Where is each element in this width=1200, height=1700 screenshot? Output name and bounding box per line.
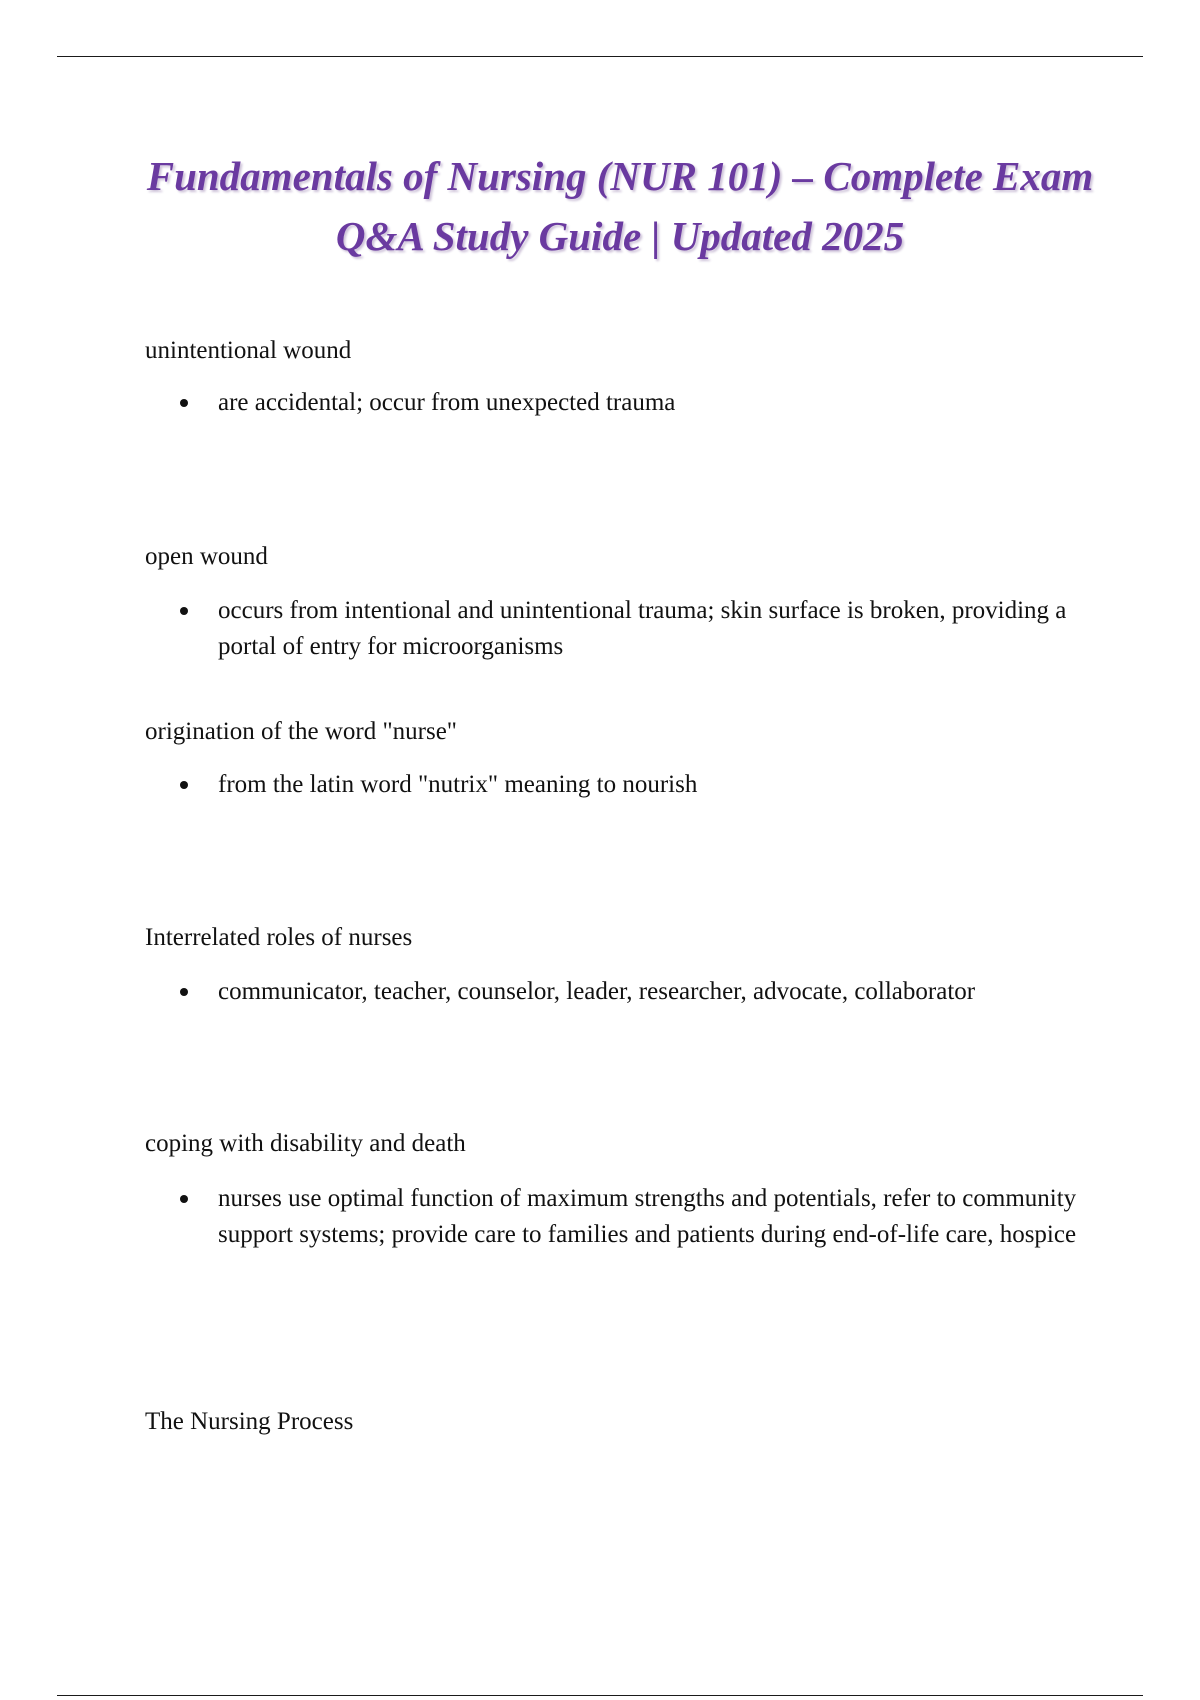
definition-text: nurses use optimal function of maximum strengths and potentials, refer to community support systems; provide care to families and patients during end-of-life care, hospice: [218, 1185, 1077, 1248]
bullet-icon: [180, 607, 188, 615]
bullet-icon: [180, 399, 188, 407]
term-unintentional-wound: unintentional wound: [145, 337, 352, 364]
top-divider: [57, 56, 1143, 57]
definition-coping-disability-death: [218, 1181, 1098, 1252]
definition-text: are accidental; occur from unexpected trauma: [218, 389, 676, 416]
term-interrelated-roles: Interrelated roles of nurses: [145, 924, 413, 951]
term-nursing-process: The Nursing Process: [145, 1408, 354, 1435]
bullet-icon: [180, 1195, 188, 1203]
definition-text: from the latin word "nutrix" meaning to nourish: [218, 771, 698, 798]
term-coping-disability-death: coping with disability and death: [145, 1130, 466, 1157]
document-title: Fundamentals of Nursing (NUR 101) – Complete Exam Q&A Study Guide | Updated 2025: [146, 153, 1094, 259]
definition-interrelated-roles: [218, 974, 1098, 1010]
definition-text: communicator, teacher, counselor, leader, researcher, advocate, collaborator: [218, 978, 976, 1005]
bullet-icon: [180, 781, 188, 789]
definition-text: occurs from intentional and unintentional trauma; skin surface is broken, providing a portal of entry for microorganisms: [218, 597, 1067, 660]
bottom-divider: [57, 1695, 1143, 1696]
definition-origination-nurse: [218, 767, 1098, 803]
definition-unintentional-wound: [218, 385, 1098, 421]
definition-open-wound: [218, 593, 1098, 664]
term-origination-nurse: origination of the word "nurse": [145, 718, 458, 745]
bullet-icon: [180, 988, 188, 996]
term-open-wound: open wound: [145, 543, 268, 570]
